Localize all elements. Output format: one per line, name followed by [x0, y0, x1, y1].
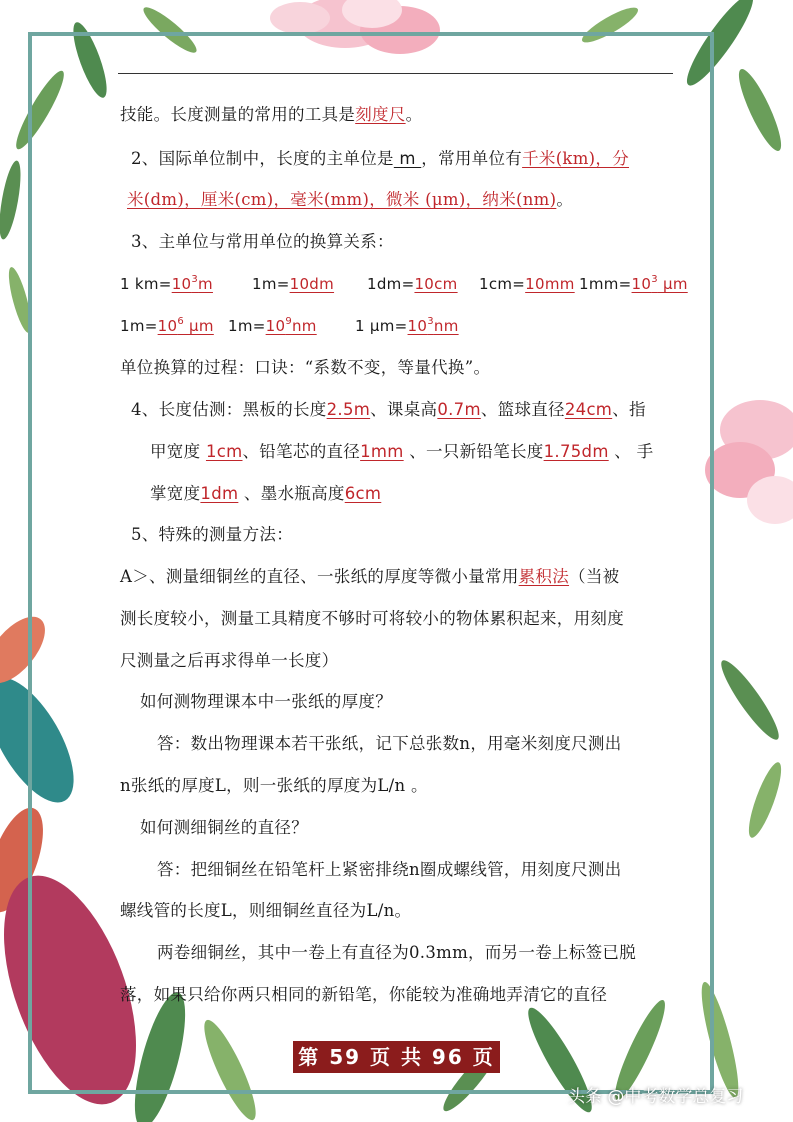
text: 、 手 — [608, 442, 654, 461]
answer: 千米(km)，分 — [522, 149, 630, 168]
text-line-8 — [131, 399, 646, 421]
text: 、墨水瓶高度 — [238, 484, 345, 503]
text-line-14 — [120, 650, 338, 672]
unit: nm — [291, 317, 317, 335]
text-line-4 — [131, 231, 394, 253]
unit: nm — [433, 317, 459, 335]
text: 。 — [556, 190, 574, 209]
text: 单位换算的过程：口诀：“系数不变，等量代换”。 — [120, 358, 491, 377]
answer: 累积法 — [518, 567, 570, 586]
text: 、铅笔芯的直径 — [242, 442, 361, 461]
answer: 1mm — [360, 442, 404, 461]
text: 1 km= — [120, 275, 172, 293]
text: ，常用单位有 — [421, 149, 523, 168]
text: 、一只新铅笔长度 — [403, 442, 544, 461]
answer: 10dm — [289, 275, 335, 293]
text-line-18 — [140, 817, 308, 839]
text-line-11 — [131, 524, 293, 546]
text-line-9 — [150, 441, 653, 463]
text-line-12 — [120, 566, 619, 588]
text-line-22 — [120, 984, 607, 1006]
answer: 10cm — [414, 275, 458, 293]
answer: 0.7m — [437, 400, 481, 419]
text: 1dm= — [367, 275, 415, 293]
text: 5、特殊的测量方法： — [131, 525, 293, 544]
blank-answer: m — [393, 149, 422, 168]
text: 如何测物理课本中一张纸的厚度？ — [140, 692, 392, 711]
text-line-2 — [131, 148, 629, 170]
text: A＞、测量细铜丝的直径、一张纸的厚度等微小量常用 — [120, 567, 519, 586]
conversion-row-1 — [120, 273, 688, 295]
unit: μm — [657, 275, 688, 293]
answer: 1cm — [205, 442, 243, 461]
text: 、指 — [612, 400, 646, 419]
text: 2、国际单位制中，长度的主单位是 — [131, 149, 394, 168]
unit: μm — [183, 317, 214, 335]
text: 尺测量之后再求得单一长度） — [120, 651, 339, 670]
text: 测长度较小，测量工具精度不够时可将较小的物体累积起来，用刻度 — [120, 609, 624, 628]
exponent: 3 — [651, 274, 658, 285]
answer: 1.75dm — [543, 442, 609, 461]
text: 4、长度估测：黑板的长度 — [131, 400, 327, 419]
text: 3、主单位与常用单位的换算关系： — [131, 232, 394, 251]
text-line-20 — [120, 900, 411, 922]
answer: 10mm — [525, 275, 575, 293]
text: 落，如果只给你两只相同的新铅笔，你能较为准确地弄清它的直径 — [120, 985, 608, 1004]
text: 1 μm= — [355, 317, 408, 335]
text: 掌宽度 — [150, 484, 201, 503]
answer: 1dm — [200, 484, 239, 503]
text: 1m= — [120, 317, 158, 335]
text: 1m= — [228, 317, 266, 335]
unit: m — [198, 275, 213, 293]
answer: 刻度尺 — [355, 105, 406, 124]
exponent: 9 — [285, 316, 292, 327]
text: 答：数出物理课本若干张纸，记下总张数n，用毫米刻度尺测出 — [157, 734, 622, 753]
text-line-1 — [120, 104, 422, 126]
text: 。 — [405, 105, 423, 124]
watermark: 头条 @中考数学总复习 — [568, 1087, 744, 1107]
answer: 10 — [407, 317, 428, 335]
answer: 10 — [631, 275, 652, 293]
answer: 米(dm)，厘米(cm)，毫米(mm)，微米 (μm)，纳米(nm) — [127, 190, 557, 209]
answer: 2.5m — [326, 400, 371, 419]
text: 1cm= — [479, 275, 526, 293]
text: 答：把细铜丝在铅笔杆上紧密排绕n圈成螺线管，用刻度尺测出 — [157, 860, 622, 879]
text: 甲宽度 — [150, 442, 206, 461]
exponent: 3 — [427, 316, 434, 327]
text-line-21 — [157, 942, 636, 964]
answer: 24cm — [564, 400, 613, 419]
text: n张纸的厚度L，则一张纸的厚度为L/n 。 — [120, 776, 428, 795]
text-line-15 — [140, 691, 392, 713]
exponent: 3 — [191, 274, 199, 285]
answer: 6cm — [344, 484, 382, 503]
text-line-19 — [157, 859, 622, 881]
text-line-13 — [120, 608, 624, 630]
text: 技能。长度测量的常用的工具是 — [120, 105, 356, 124]
text: 1mm= — [579, 275, 632, 293]
text: 螺线管的长度L，则细铜丝直径为L/n。 — [120, 901, 412, 920]
text-line-3 — [127, 189, 573, 211]
page-number-footer: 第 59 页 共 96 页 — [293, 1041, 500, 1073]
text-line-10 — [150, 483, 381, 505]
text: 两卷细铜丝，其中一卷上有直径为0.3mm，而另一卷上标签已脱 — [157, 943, 637, 962]
text: 1m= — [252, 275, 290, 293]
text: 、篮球直径 — [480, 400, 565, 419]
exponent: 6 — [177, 316, 184, 327]
answer: 10 — [157, 317, 178, 335]
text-line-17 — [120, 775, 428, 797]
text-line-16 — [157, 733, 622, 755]
text: 、课桌高 — [370, 400, 438, 419]
text: （当被 — [569, 567, 620, 586]
answer: 10 — [171, 275, 192, 293]
text: 如何测细铜丝的直径？ — [140, 818, 308, 837]
text-line-7 — [120, 357, 490, 379]
answer: 10 — [265, 317, 286, 335]
